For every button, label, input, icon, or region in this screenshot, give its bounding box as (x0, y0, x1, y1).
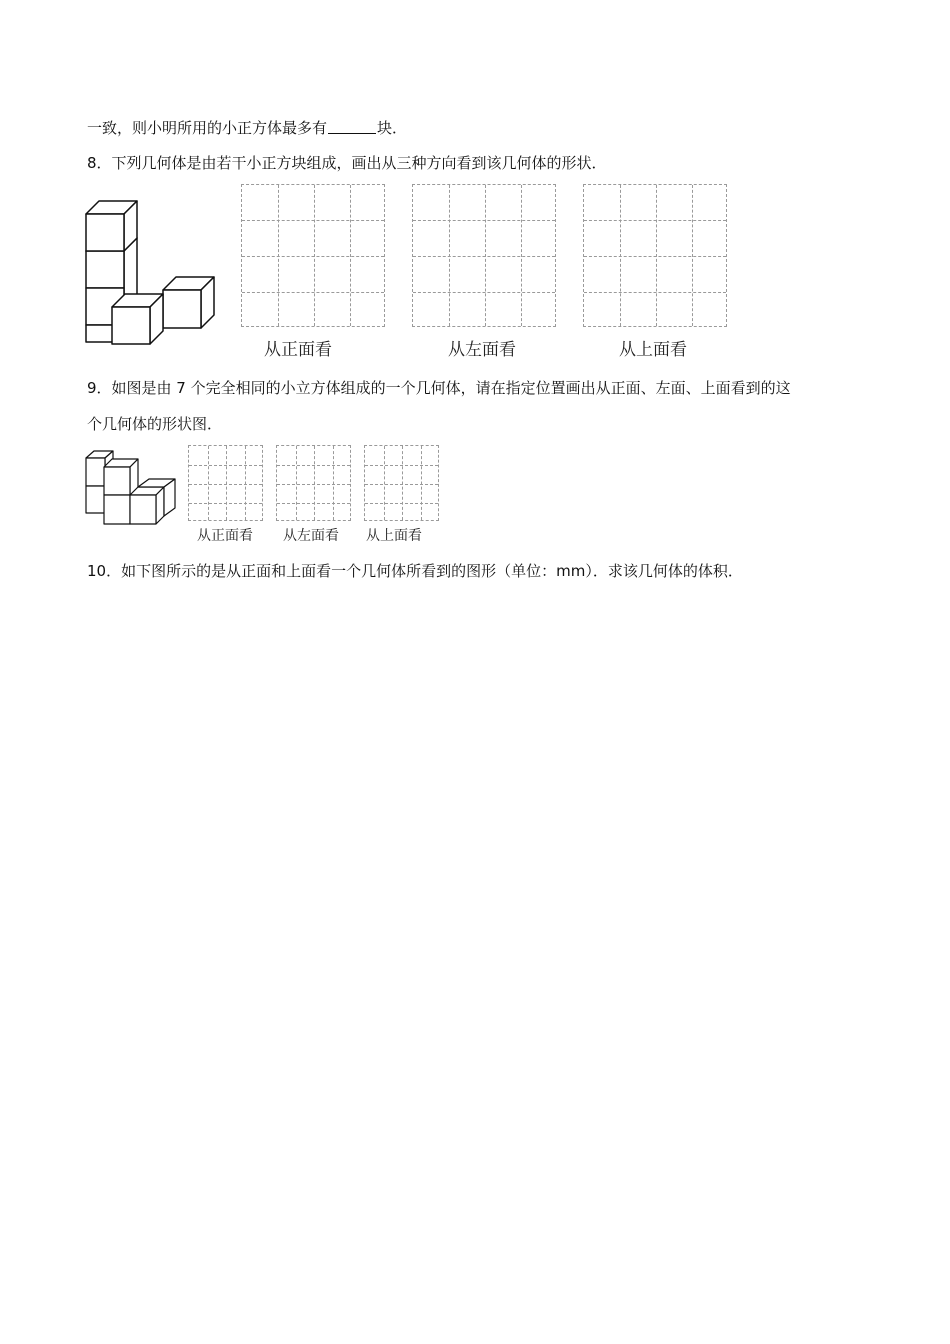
q8-front-view-grid[interactable] (241, 184, 385, 327)
q8-caption-front: 从正面看 (264, 340, 332, 360)
q9-caption-left: 从左面看 (283, 528, 339, 544)
q8-text: 8．下列几何体是由若干小正方块组成，画出从三种方向看到该几何体的形状． (87, 154, 607, 172)
q9-caption-front: 从正面看 (197, 528, 253, 544)
q7-tail-end: 块． (377, 119, 408, 137)
q9-text-line2: 个几何体的形状图． (87, 415, 223, 433)
q9-cube-figure (85, 448, 180, 528)
q8-cube-figure (85, 196, 220, 356)
q7-tail-line (87, 118, 407, 138)
q7-tail-text: 一致，则小明所用的小正方体最多有 (87, 119, 328, 137)
q10-text: 10．如下图所示的是从正面和上面看一个几何体所看到的图形（单位：mm）．求该几何体的体积． (87, 562, 743, 580)
q8-caption-left: 从左面看 (448, 340, 516, 360)
answer-blank[interactable] (328, 119, 376, 134)
q9-left-view-grid[interactable] (276, 445, 351, 521)
q8-left-view-grid[interactable] (412, 184, 556, 327)
q9-top-view-grid[interactable] (364, 445, 439, 521)
q8-caption-top: 从上面看 (619, 340, 687, 360)
q9-front-view-grid[interactable] (188, 445, 263, 521)
q9-caption-top: 从上面看 (366, 528, 422, 544)
q9-text-line1: 9．如图是由 7 个完全相同的小立方体组成的一个几何体，请在指定位置画出从正面、左面、上面看到的这 (87, 379, 791, 397)
q8-top-view-grid[interactable] (583, 184, 727, 327)
